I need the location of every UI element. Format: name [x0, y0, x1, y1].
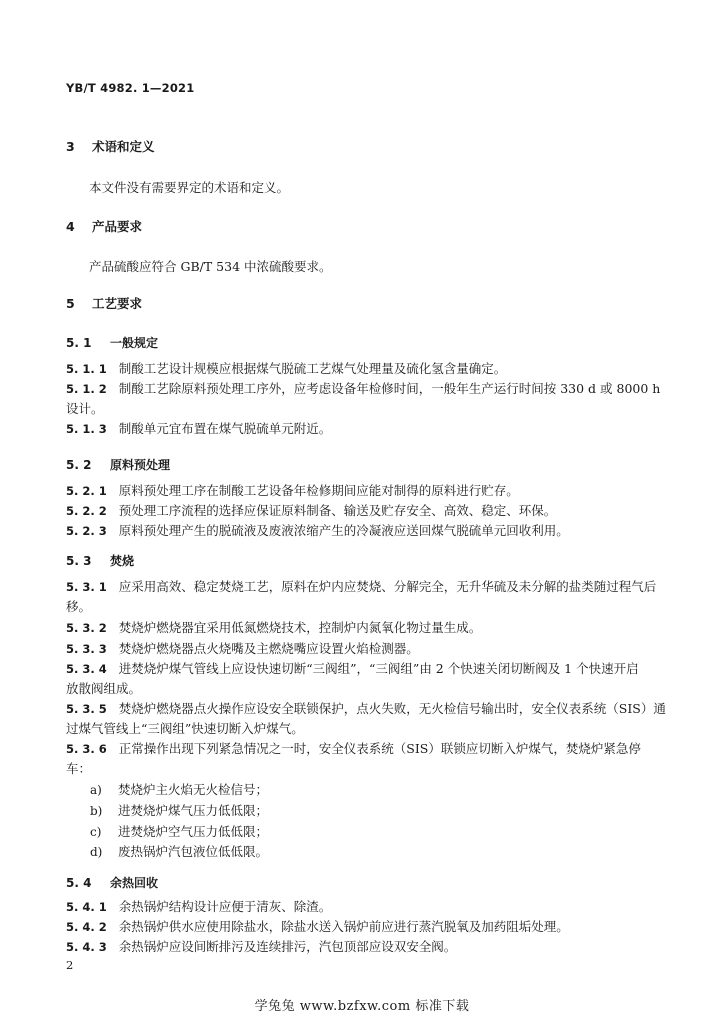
- list-item: [90, 822, 268, 840]
- clause-number: 5. 3. 2: [66, 621, 107, 635]
- list-marker: d): [90, 845, 103, 859]
- section-number: 4: [66, 219, 75, 234]
- section-title: 工艺要求: [92, 296, 143, 311]
- clause-5-4-1: [66, 897, 666, 917]
- clause-number: 5. 1. 2: [66, 382, 107, 396]
- clause-number: 5. 1. 1: [66, 362, 107, 376]
- clause-continuation: 过煤气管线上“三阀组”快速切断入炉煤气。: [66, 721, 304, 736]
- clause-text: 焚烧炉燃烧器点火烧嘴及主燃烧嘴应设置火焰检测器。: [118, 641, 419, 656]
- clause-text: 制酸单元宜布置在煤气脱硫单元附近。: [118, 421, 332, 436]
- section-3-body: 本文件没有需要界定的术语和定义。: [89, 180, 290, 195]
- clause-5-2-2: [66, 501, 666, 521]
- clause-5-4-3: [66, 937, 666, 957]
- clause-5-1-1: [66, 359, 666, 379]
- clause-number: 5. 2. 1: [66, 484, 107, 498]
- section-number: 3: [66, 139, 75, 154]
- clause-text: 余热锅炉供水应使用除盐水，除盐水送入锅炉前应进行蒸汽脱氧及加药阻垢处理。: [118, 919, 569, 934]
- clause-number: 5. 3. 5: [66, 702, 107, 716]
- clause-text: 余热锅炉结构设计应便于清灰、除渣。: [118, 899, 332, 914]
- section-title: 术语和定义: [92, 139, 155, 154]
- page-number: 2: [66, 958, 74, 972]
- clause-5-2-3: [66, 521, 666, 541]
- clause-text: 应采用高效、稳定焚烧工艺，原料在炉内应焚烧、分解完全，无升华硫及未分解的盐类随过程气后: [118, 579, 657, 594]
- clause-continuation: 车：: [66, 761, 92, 776]
- clause-continuation: 放散阀组成。: [66, 681, 142, 696]
- list-text: 进焚烧炉空气压力低低限；: [118, 824, 269, 839]
- clause-number: 5. 3. 4: [66, 662, 107, 676]
- clause-text: 预处理工序流程的选择应保证原料制备、输送及贮存安全、高效、稳定、环保。: [118, 503, 557, 518]
- list-item: [90, 842, 268, 860]
- list-marker: c): [90, 825, 102, 839]
- clause-5-4-2: [66, 917, 666, 937]
- subsection-title: 一般规定: [110, 336, 159, 350]
- clause-5-3-4: [66, 659, 666, 699]
- subsection-5-2-heading: [66, 456, 170, 473]
- list-marker: b): [90, 804, 103, 818]
- section-5-heading: [66, 294, 142, 312]
- subsection-title: 焚烧: [110, 554, 135, 568]
- list-item: [90, 780, 268, 798]
- clause-number: 5. 3. 3: [66, 642, 107, 656]
- list-item: [90, 801, 268, 819]
- subsection-5-1-heading: [66, 334, 158, 351]
- clause-text: 原料预处理工序在制酸工艺设备年检修期间应能对制得的原料进行贮存。: [118, 483, 519, 498]
- clause-5-1-3: [66, 419, 666, 439]
- clause-number: 5. 2. 2: [66, 504, 107, 518]
- list-marker: a): [90, 783, 102, 797]
- standard-code: YB/T 4982. 1—2021: [66, 81, 195, 95]
- clause-text: 原料预处理产生的脱硫液及废液浓缩产生的冷凝液应送回煤气脱硫单元回收利用。: [118, 523, 569, 538]
- subsection-5-3-heading: [66, 552, 134, 569]
- clause-number: 5. 4. 2: [66, 920, 107, 934]
- section-4-body: 产品硫酸应符合 GB/T 534 中浓硫酸要求。: [89, 259, 332, 274]
- clause-text: 余热锅炉应设间断排污及连续排污，汽包顶部应设双安全阀。: [118, 939, 457, 954]
- clause-number: 5. 1. 3: [66, 422, 107, 436]
- clause-text: 焚烧炉燃烧器点火操作应设安全联锁保护，点火失败，无火检信号输出时，安全仪表系统（SIS）通: [118, 701, 666, 716]
- list-text: 进焚烧炉煤气压力低低限；: [118, 803, 269, 818]
- clause-number: 5. 4. 3: [66, 940, 107, 954]
- clause-number: 5. 3. 1: [66, 580, 107, 594]
- clause-5-3-2: [66, 618, 666, 638]
- clause-number: 5. 4. 1: [66, 900, 107, 914]
- subsection-number: 5. 4: [66, 876, 92, 890]
- subsection-5-4-heading: [66, 874, 158, 891]
- subsection-number: 5. 3: [66, 554, 92, 568]
- clause-5-3-1: [66, 577, 666, 617]
- subsection-title: 余热回收: [110, 876, 159, 890]
- subsection-title: 原料预处理: [110, 458, 171, 472]
- clause-5-3-6: [66, 739, 666, 779]
- clause-5-3-3: [66, 639, 666, 659]
- section-4-heading: [66, 217, 142, 235]
- clause-text: 焚烧炉燃烧器宜采用低氮燃烧技术，控制炉内氮氧化物过量生成。: [118, 620, 482, 635]
- section-3-heading: [66, 137, 155, 155]
- clause-continuation: 设计。: [66, 401, 104, 416]
- clause-number: 5. 3. 6: [66, 742, 107, 756]
- subsection-number: 5. 2: [66, 458, 92, 472]
- clause-text: 制酸工艺设计规模应根据煤气脱硫工艺煤气处理量及硫化氢含量确定。: [118, 361, 507, 376]
- clause-5-2-1: [66, 481, 666, 501]
- section-title: 产品要求: [92, 219, 143, 234]
- clause-continuation: 移。: [66, 599, 92, 614]
- list-text: 焚烧炉主火焰无火检信号；: [118, 782, 269, 797]
- clause-text: 进焚烧炉煤气管线上应设快速切断“三阀组”，“三阀组”由 2 个快速关闭切断阀及 1 个快速开启: [118, 661, 639, 676]
- list-text: 废热锅炉汽包液位低低限。: [118, 844, 269, 859]
- section-number: 5: [66, 296, 75, 311]
- clause-text: 制酸工艺除原料预处理工序外，应考虑设备年检修时间，一般年生产运行时间按 330 d 或 8000 h: [118, 381, 661, 396]
- clause-text: 正常操作出现下列紧急情况之一时，安全仪表系统（SIS）联锁应切断入炉煤气，焚烧炉紧急停: [118, 741, 641, 756]
- clause-5-1-2: [66, 379, 666, 419]
- subsection-number: 5. 1: [66, 336, 92, 350]
- footer-watermark: 学兔兔 www.bzfxw.com 标准下载: [254, 999, 470, 1014]
- clause-5-3-5: [66, 699, 666, 739]
- clause-number: 5. 2. 3: [66, 524, 107, 538]
